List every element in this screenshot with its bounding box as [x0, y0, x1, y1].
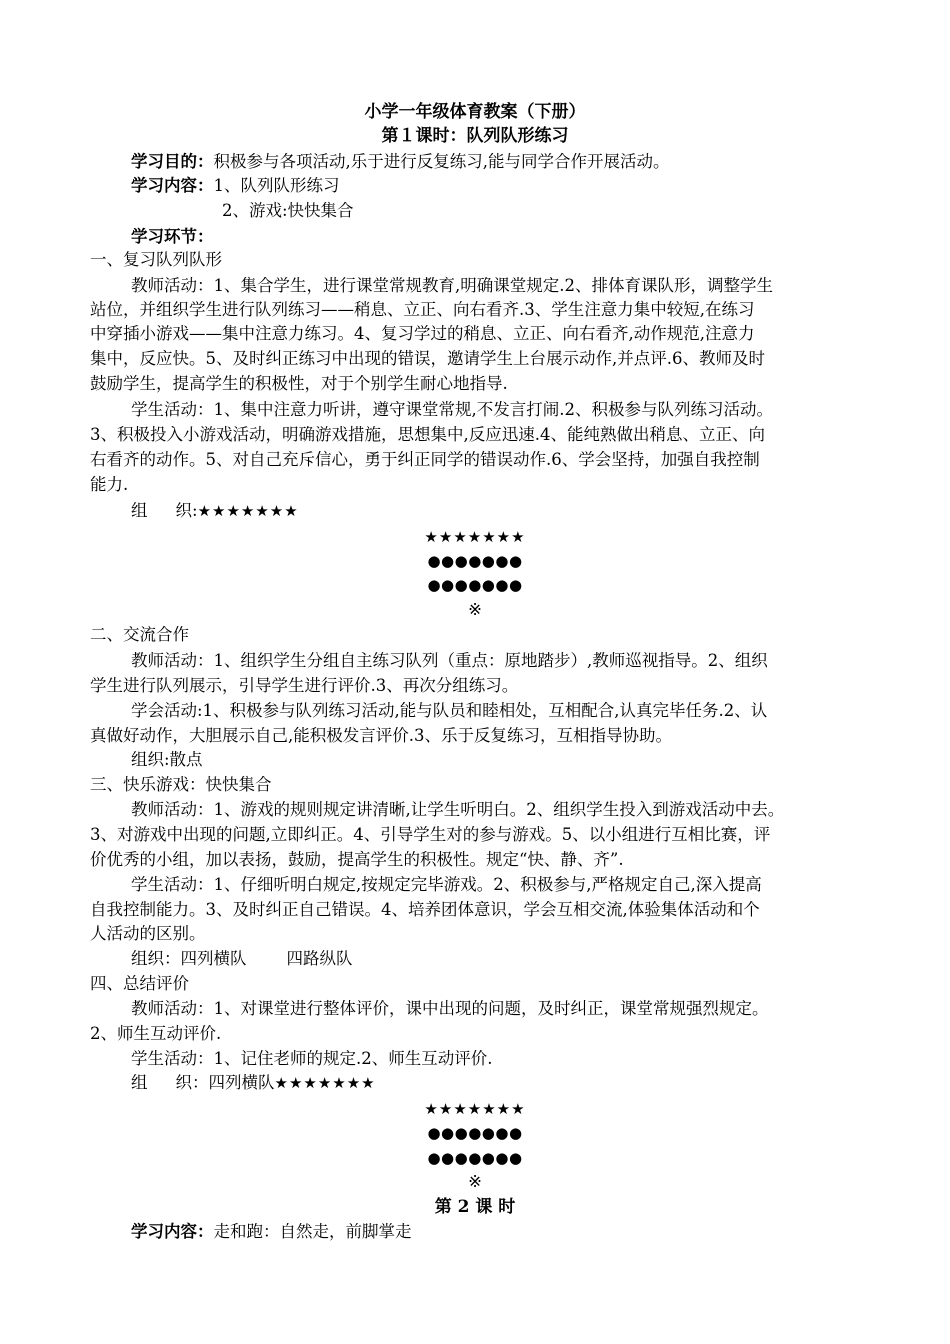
org-formation-b: 四路纵队 [286, 949, 353, 968]
section4-organization [131, 1071, 880, 1095]
goal-label: 学习目的： [131, 152, 214, 171]
teacher-mark: ※ [468, 1172, 482, 1191]
lesson2-content [131, 1220, 880, 1244]
section3-teacher-line: 价优秀的小组，加以表扬，鼓励，提高学生的积极性。规定“快、静、齐”. [90, 850, 624, 869]
section3-student-line: 自我控制能力。3、及时纠正自己错误。4、培养团体意识，学会互相交流,体验集体活动和个 [90, 900, 760, 919]
section4-student-line: 学生活动：1、记住老师的规定.2、师生互动评价. [131, 1049, 493, 1068]
formation-stars-row: ★★★★★★★ [424, 528, 526, 546]
section3-organization [131, 947, 880, 971]
steps-label: 学习环节： [131, 227, 214, 246]
section2-student-line: 学会活动:1、积极参与队列练习活动,能与队员和睦相处，互相配合,认真完毕任务.2、认 [131, 701, 768, 720]
section3-teacher-line: 3、对游戏中出现的问题,立即纠正。4、引导学生对的参与游戏。5、以小组进行互相比赛，评 [90, 825, 771, 844]
org-label-a: 组 [131, 501, 148, 520]
section1-heading: 一、复习队列队形 [90, 250, 222, 269]
teacher-mark: ※ [468, 600, 482, 619]
section3-teacher-line: 教师活动：1、游戏的规则规定讲清晰,让学生听明白。2、组织学生投入到游戏活动中去。 [131, 800, 785, 819]
formation-dots-row: ●●●●●●● [427, 552, 523, 570]
section1-student-line: 3、积极投入小游戏活动，明确游戏措施，思想集中,反应迅速.4、能纯熟做出稍息、立正、向 [90, 425, 765, 444]
content-label: 学习内容： [131, 176, 214, 195]
org-formation-a: 组织：四列横队 [131, 949, 247, 968]
org-stars: ★★★★★★★ [274, 1074, 376, 1092]
section2-teacher-line: 学生进行队列展示，引导学生进行评价.3、再次分组练习。 [90, 676, 519, 695]
section3-student-line: 人活动的区别。 [90, 924, 206, 943]
section1-teacher-line: 站位，并组织学生进行队列练习——稍息、立正、向右看齐.3、学生注意力集中较短,在练习 [90, 300, 755, 319]
section1-student-line: 右看齐的动作。5、对自己充斥信心，勇于纠正同学的错误动作.6、学会坚持，加强自我控制 [90, 450, 760, 469]
section4-teacher-line: 教师活动：1、对课堂进行整体评价，课中出现的问题，及时纠正，课堂常规强烈规定。 [131, 999, 769, 1018]
section1-teacher-line: 鼓励学生，提高学生的积极性，对于个别学生耐心地指导. [90, 374, 508, 393]
section4-teacher-line: 2、师生互动评价. [90, 1024, 222, 1043]
lesson2-content-label: 学习内容： [131, 1222, 214, 1241]
lesson2-title: 第 2 课 时 [434, 1197, 516, 1217]
section4-heading: 四、总结评价 [90, 974, 189, 993]
formation-stars-row: ★★★★★★★ [424, 1100, 526, 1118]
section1-student-line: 学生活动：1、集中注意力听讲，遵守课堂常规,不发言打闹.2、积极参与队列练习活动。 [131, 400, 773, 419]
document-title: 小学一年级体育教案（下册） [364, 102, 586, 122]
section2-teacher-line: 教师活动：1、组织学生分组自主练习队列（重点：原地踏步）,教师巡视指导。2、组织 [131, 651, 768, 670]
section2-student-line: 真做好动作，大胆展示自己,能积极发言评价.3、乐于反复练习，互相指导协助。 [90, 726, 672, 745]
formation-dots-row: ●●●●●●● [427, 1124, 523, 1142]
section1-teacher-line: 教师活动：1、集合学生，进行课堂常规教育,明确课堂规定.2、排体育课队形，调整学生 [131, 276, 773, 295]
section1-organization [131, 499, 880, 523]
section2-heading: 二、交流合作 [90, 625, 189, 644]
learning-goal [131, 150, 880, 174]
formation-dots-row: ●●●●●●● [427, 576, 523, 594]
content-item-2: 2、游戏:快快集合 [222, 201, 354, 220]
section1-student-line: 能力. [90, 475, 129, 494]
lesson2-content-text: 走和跑：自然走，前脚掌走 [213, 1222, 412, 1241]
lesson1-title: 第１课时：队列队形练习 [381, 126, 569, 146]
section1-teacher-line: 集中，反应快。5、及时纠正练习中出现的错误，邀请学生上台展示动作,并点评.6、教师及时 [90, 349, 765, 368]
section1-teacher-line: 中穿插小游戏——集中注意力练习。4、复习学过的稍息、立正、向右看齐,动作规范,注意力 [90, 324, 755, 343]
org-label-b: 织：四列横队 [175, 1073, 275, 1092]
learning-content [131, 174, 880, 198]
section3-student-line: 学生活动：1、仔细听明白规定,按规定完毕游戏。2、积极参与,严格规定自己,深入提高 [131, 875, 762, 894]
section2-organization: 组织:散点 [131, 750, 203, 769]
content-item-1: 1、队列队形练习 [213, 176, 340, 195]
section3-heading: 三、快乐游戏：快快集合 [90, 775, 272, 794]
formation-dots-row: ●●●●●●● [427, 1149, 523, 1167]
org-stars: ★★★★★★★ [197, 502, 299, 520]
org-label-a: 组 [131, 1073, 148, 1092]
org-label-b: 织: [175, 501, 198, 520]
goal-text: 积极参与各项活动,乐于进行反复练习,能与同学合作开展活动。 [213, 152, 670, 171]
